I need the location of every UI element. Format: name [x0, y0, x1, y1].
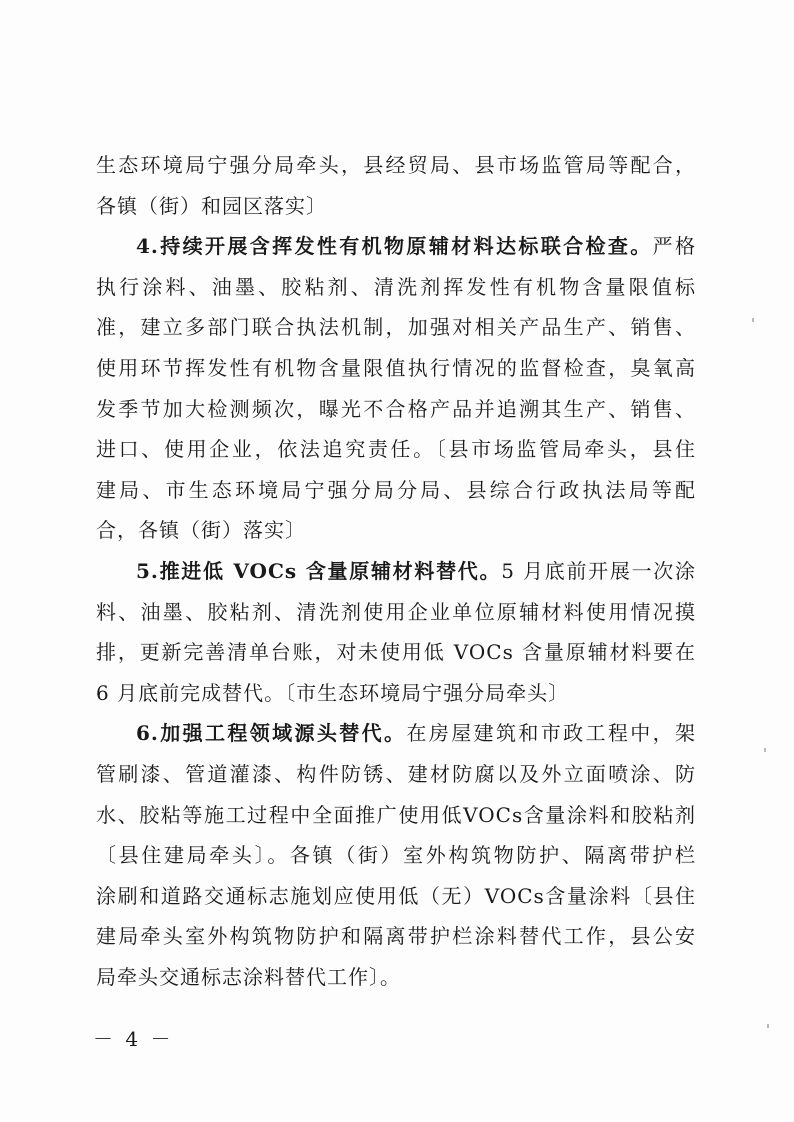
text-line-first: [96, 551, 696, 592]
text-line: 准，建立多部门联合执法机制，加强对相关产品生产、销售、: [96, 315, 696, 340]
text-line: 使用环节挥发性有机物含量限值执行情况的监督检查，臭氧高: [96, 355, 696, 380]
text-run: 5 月底前开展一次涂: [501, 558, 696, 583]
page-number: － 4 －: [93, 1027, 174, 1051]
paragraph-item-4: [96, 226, 696, 551]
paragraph-item-5: [96, 551, 696, 713]
text-line: 执行涂料、油墨、胶粘剂、清洗剂挥发性有机物含量限值标: [96, 274, 696, 299]
text-run: 严格: [652, 234, 696, 259]
scan-speck: [764, 748, 766, 752]
paragraph-item-6: [96, 713, 696, 997]
text-line: 管刷漆、管道灌漆、构件防锈、建材防腐以及外立面喷涂、防: [96, 761, 696, 786]
text-line: 进口、使用企业，依法追究责任。〔县市场监管局牵头，县住: [96, 437, 696, 462]
text-line: 建局牵头室外构筑物防护和隔离带护栏涂料替代工作，县公安: [96, 924, 696, 949]
text-line: 各镇（街）和园区落实〕: [96, 193, 327, 218]
document-body: [96, 145, 696, 997]
item-heading: 4.持续开展含挥发性有机物原辅材料达标联合检查。: [136, 234, 653, 259]
text-line-first: [96, 713, 696, 754]
text-line: 〔县住建局牵头〕。各镇（街）室外构筑物防护、隔离带护栏: [96, 843, 696, 868]
scan-speck: [752, 318, 754, 322]
text-line: 涂刷和道路交通标志施划应使用低（无）VOCs含量涂料〔县住: [96, 883, 696, 908]
text-line-first: [96, 226, 696, 267]
text-line: 排，更新完善清单台账，对未使用低 VOCs 含量原辅材料要在: [96, 640, 696, 665]
text-line: 生态环境局宁强分局牵头，县经贸局、县市场监管局等配合，: [96, 153, 696, 177]
item-heading: 6.加强工程领域源头替代。: [136, 721, 407, 746]
text-line: 料、油墨、胶粘剂、清洗剂使用企业单位原辅材料使用情况摸: [96, 599, 696, 624]
text-line: 合，各镇（街）落实〕: [96, 518, 306, 543]
paragraph-continuation: [96, 145, 696, 226]
text-line: 6 月底前完成替代。〔市生态环境局宁强分局牵头〕: [96, 680, 570, 705]
text-line: 建局、市生态环境局宁强分局分局、县综合行政执法局等配: [96, 477, 696, 502]
item-heading: 5.推进低 VOCs 含量原辅材料替代。: [136, 558, 502, 583]
text-line: 局牵头交通标志涂料替代工作〕。: [96, 964, 401, 989]
text-line: 发季节加大检测频次，曝光不合格产品并追溯其生产、销售、: [96, 396, 696, 421]
text-run: 在房屋建筑和市政工程中，架: [406, 721, 696, 746]
text-line: 水、胶粘等施工过程中全面推广使用低VOCs含量涂料和胶粘剂: [96, 802, 696, 827]
scan-speck: [767, 1024, 769, 1028]
